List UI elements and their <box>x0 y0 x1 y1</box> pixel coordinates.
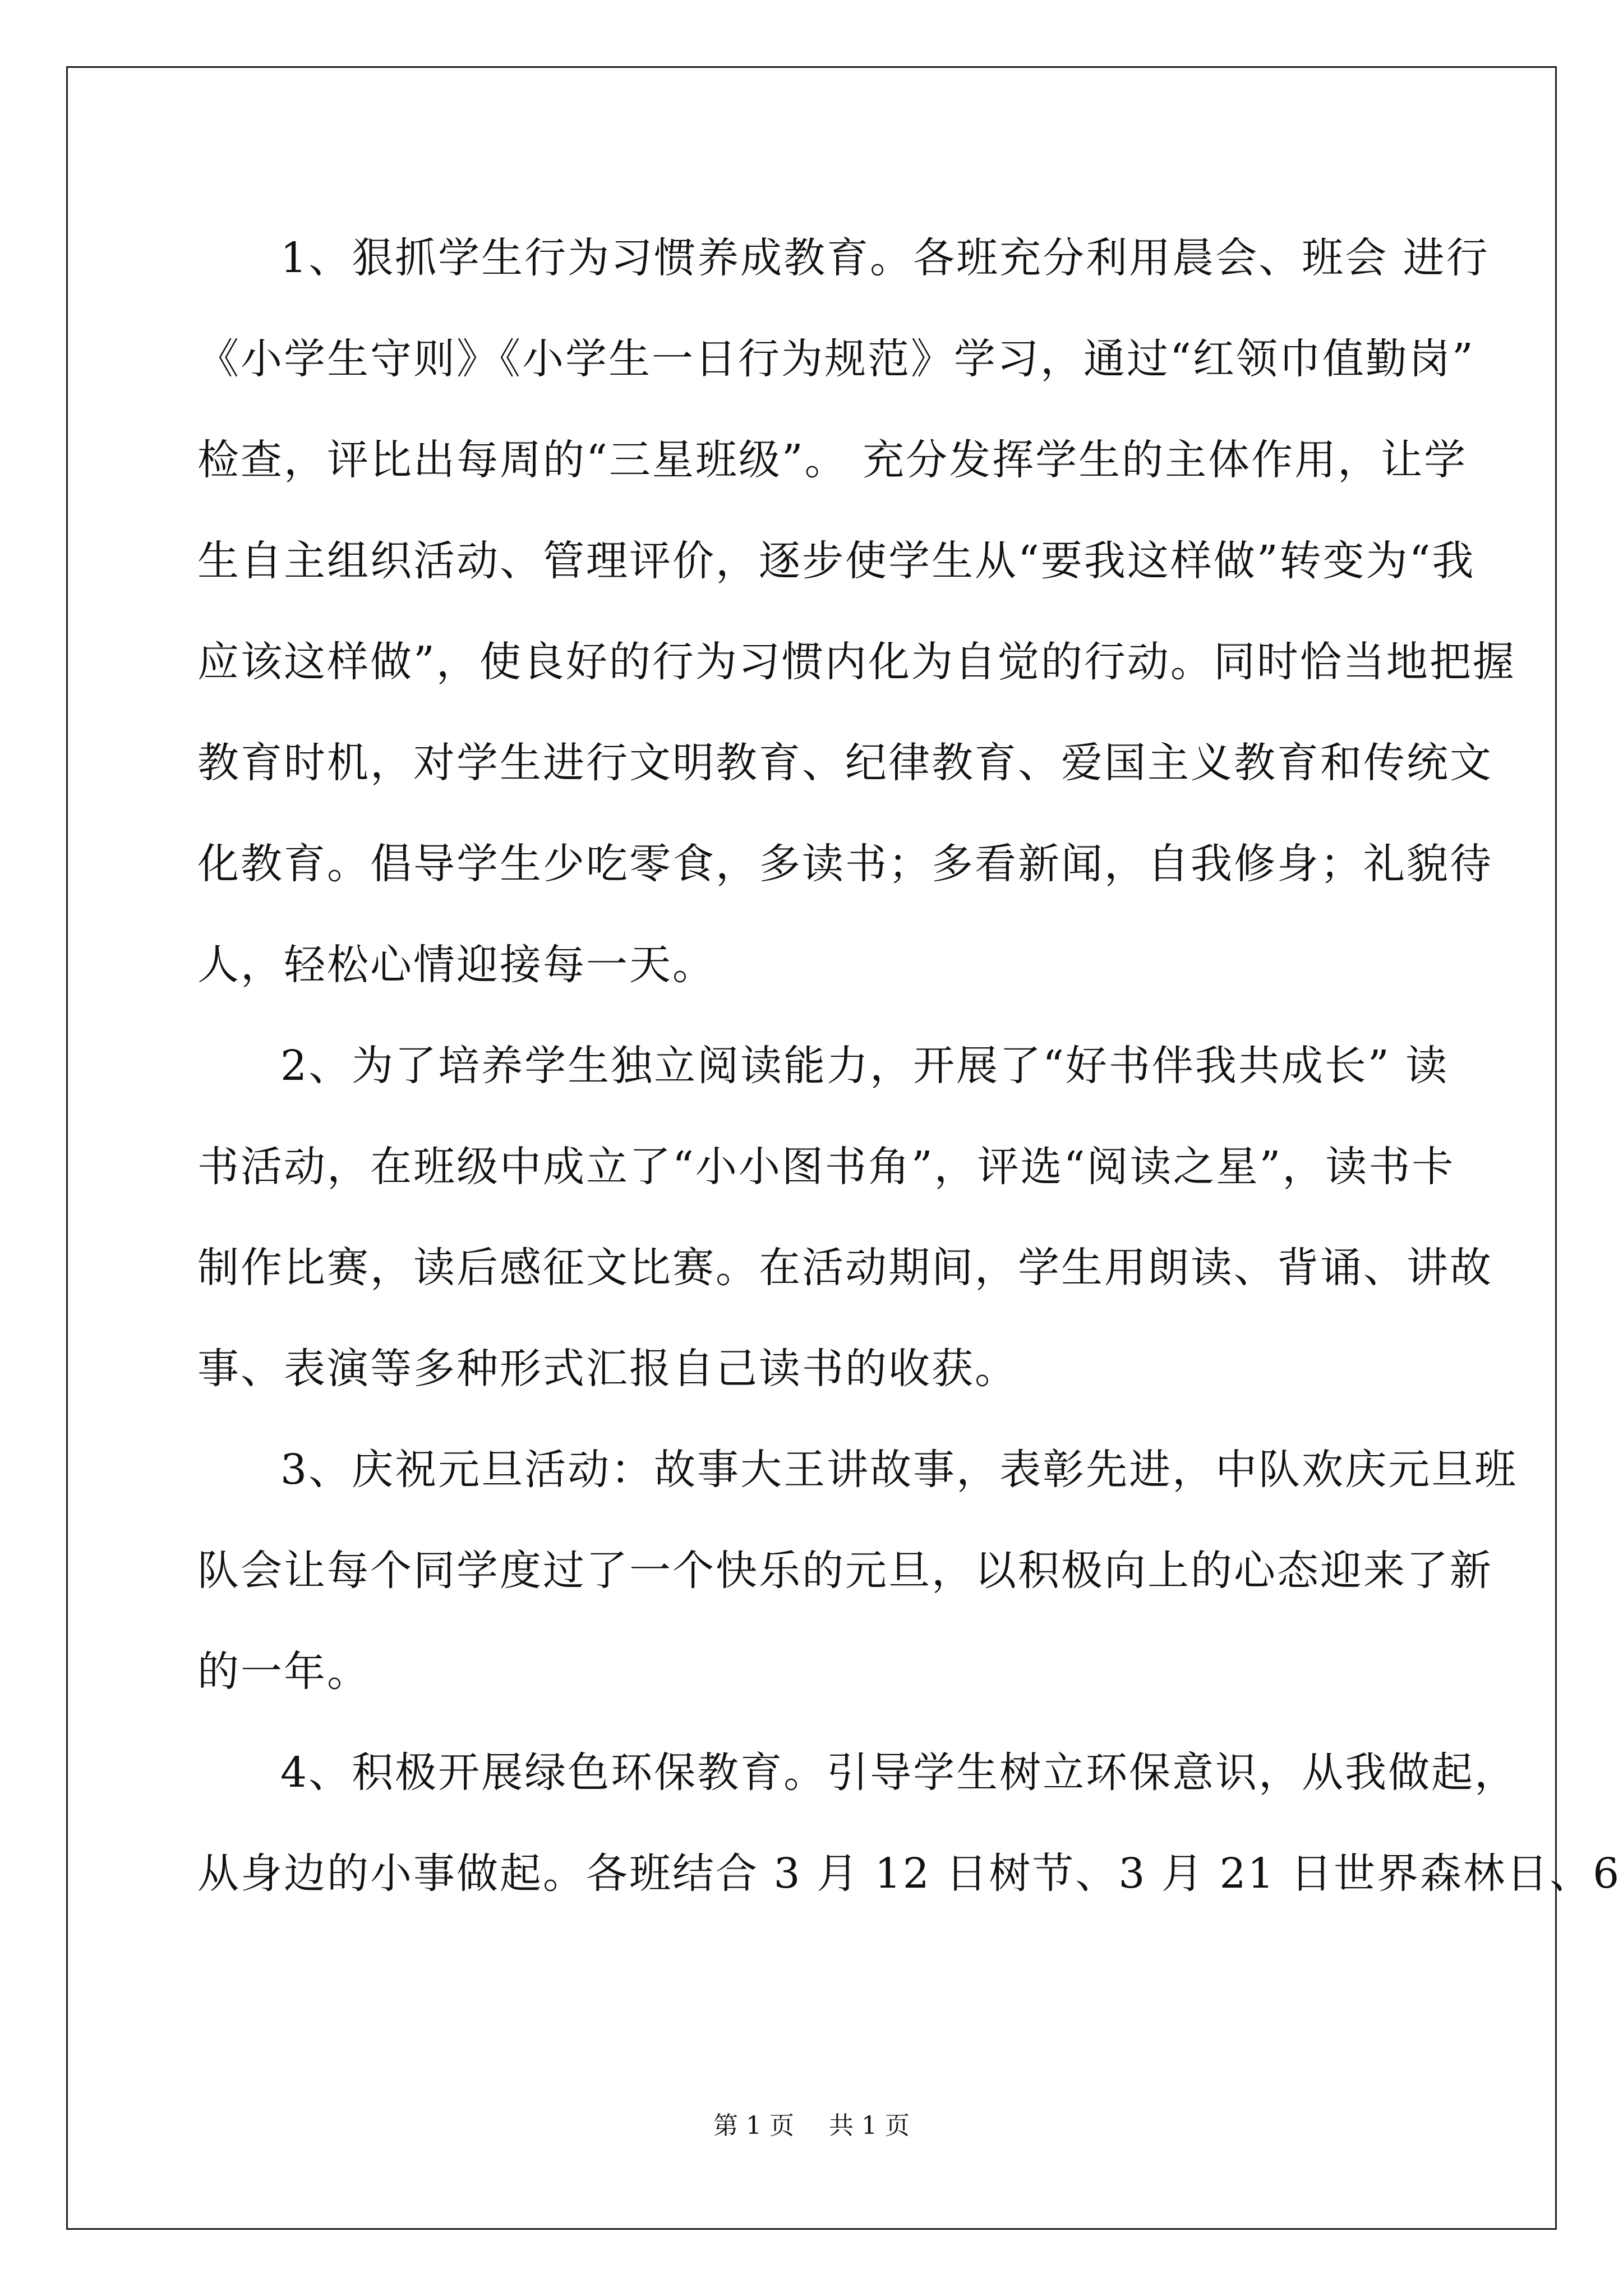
paragraph-4-line: 从身边的小事做起。各班结合 3 月 12 日树节、3 月 21 日世界森林日、6 <box>197 1849 1621 1898</box>
paragraph-2-line: 制作比赛，读后感征文比赛。在活动期间，学生用朗读、背诵、讲故 <box>197 1244 1493 1292</box>
paragraph-1-line: 化教育。倡导学生少吃零食，多读书；多看新闻，自我修身；礼貌待 <box>197 840 1493 888</box>
page-number: 第 1 页 <box>713 2111 794 2140</box>
paragraph-4-line: 4、积极开展绿色环保教育。引导学生树立环保意识，从我做起， <box>280 1749 1518 1797</box>
paragraph-3-line: 3、庆祝元旦活动：故事大王讲故事，表彰先进，中队欢庆元旦班 <box>280 1446 1518 1494</box>
page-total: 共 1 页 <box>829 2111 910 2140</box>
paragraph-3-line: 的一年。 <box>197 1648 370 1696</box>
paragraph-1-line: 教育时机，对学生进行文明教育、纪律教育、爱国主义教育和传统文 <box>197 739 1493 787</box>
paragraph-3-line: 队会让每个同学度过了一个快乐的元旦，以积极向上的心态迎来了新 <box>197 1547 1493 1595</box>
paragraph-1-line: 生自主组织活动、管理评价，逐步使学生从“要我这样做”转变为“我 <box>197 537 1476 585</box>
paragraph-2-line: 事、表演等多种形式汇报自己读书的收获。 <box>197 1345 1018 1393</box>
paragraph-1-line: 应该这样做”，使良好的行为习惯内化为自觉的行动。同时恰当地把握 <box>197 638 1516 686</box>
page-footer <box>0 2109 1623 2143</box>
document-body <box>197 208 1621 1924</box>
paragraph-1-line: 检查，评比出每周的“三星班级”。 充分发挥学生的主体作用，让学 <box>197 436 1468 484</box>
paragraph-2-line: 书活动，在班级中成立了“小小图书角”，评选“阅读之星”，读书卡 <box>197 1143 1455 1191</box>
paragraph-1-line: 人，轻松心情迎接每一天。 <box>197 941 716 989</box>
paragraph-2-line: 2、为了培养学生独立阅读能力，开展了“好书伴我共成长” 读 <box>280 1042 1449 1090</box>
paragraph-1-line: 1、狠抓学生行为习惯养成教育。各班充分利用晨会、班会 进行 <box>280 234 1490 282</box>
paragraph-1-line: 《小学生守则》《小学生一日行为规范》学习，通过“红领巾值勤岗” <box>197 335 1475 383</box>
